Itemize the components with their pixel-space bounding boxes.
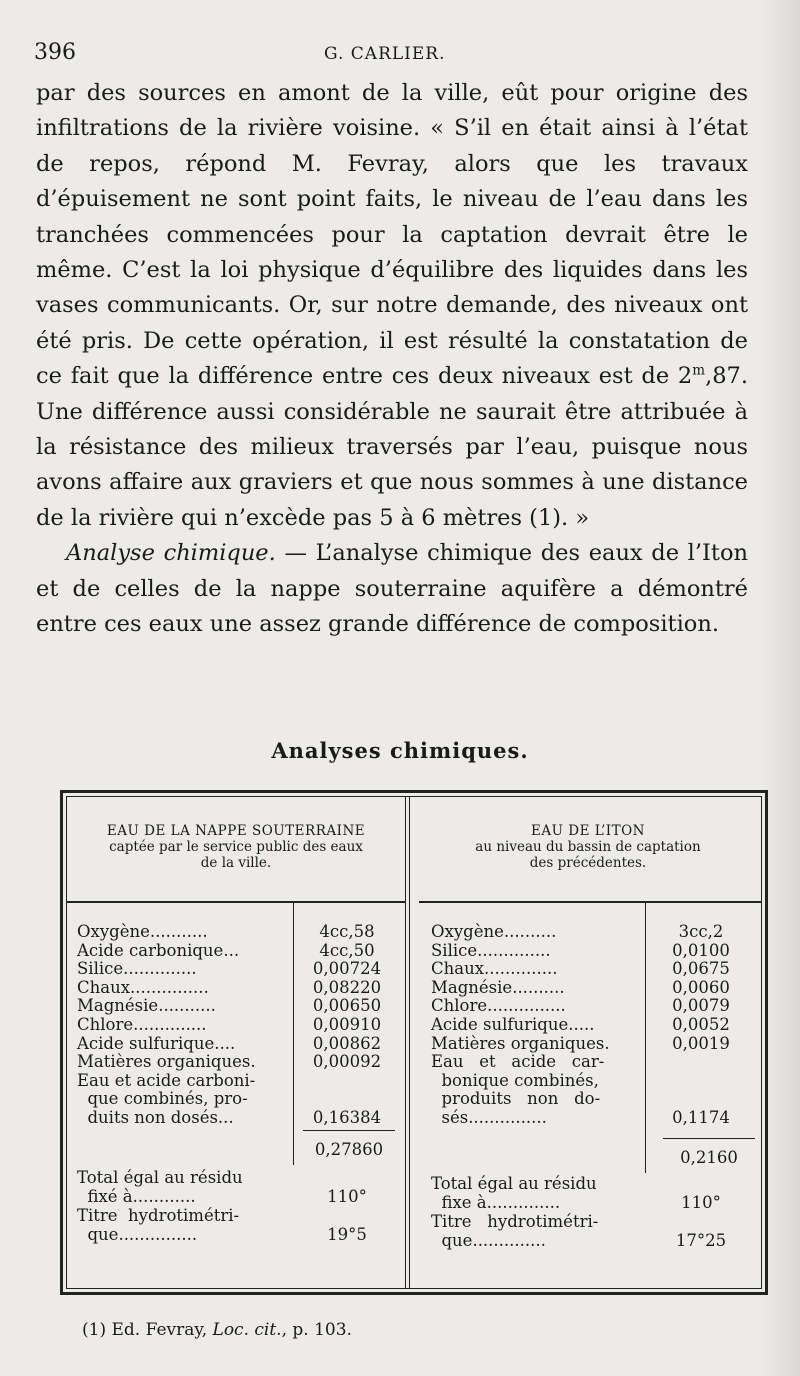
left-sum-rule — [303, 1130, 395, 1131]
table-row — [431, 1016, 761, 1035]
table-row — [431, 1194, 761, 1213]
row-value: 0,08220 — [312, 977, 382, 997]
row-label: Eau et acide car- — [431, 1052, 605, 1072]
table-row — [77, 997, 397, 1016]
table-row — [77, 1109, 397, 1128]
paragraph-2 — [36, 536, 748, 642]
row-label: Acide sulfurique..... — [431, 1014, 595, 1034]
table-row — [431, 1175, 761, 1194]
column-divider — [405, 797, 406, 1288]
table-row — [77, 923, 397, 942]
row-label: Total égal au résidu — [77, 1168, 243, 1187]
footnote-prefix: (1) Ed. Fevray, — [82, 1320, 213, 1340]
row-value: 0,00862 — [312, 1033, 382, 1053]
row-value: 3cc,2 — [678, 922, 724, 941]
paragraph-1 — [36, 76, 748, 536]
table-row — [77, 1207, 397, 1226]
table-row — [77, 1090, 397, 1109]
row-value: 0,00724 — [312, 959, 382, 979]
right-column-rows — [431, 923, 761, 1128]
row-value: 0,16384 — [312, 1107, 382, 1127]
left-heading-caps: EAU DE LA NAPPE SOUTERRAINE — [106, 823, 366, 839]
right-totals — [431, 1175, 761, 1251]
row-value: 110° — [681, 1193, 721, 1212]
right-heading-line3: des précédentes. — [529, 855, 647, 871]
table-row — [77, 942, 397, 961]
row-label: Chlore.............. — [77, 1014, 207, 1034]
table-row — [77, 1016, 397, 1035]
row-label: Silice.............. — [431, 940, 551, 960]
table-row — [431, 1053, 761, 1072]
row-label: Magnésie.......... — [431, 977, 565, 997]
row-label: Matières organiques. — [431, 1033, 610, 1053]
row-value: 4cc,50 — [319, 940, 375, 960]
table-row — [77, 960, 397, 979]
paragraph-1-end: ,87. Une différence aussi considérable ne saurait être attribuée à la résistance des milieux traversés par l’eau, puisque nous avons affaire aux graviers et que nous sommes à une distance de la rivière qui n’excède pas 5 à 6 mètres (1). » — [36, 363, 748, 531]
analysis-table — [60, 790, 768, 1295]
row-label: fixé à............ — [77, 1187, 196, 1206]
paragraph-2-text: — L’analyse chimique des eaux de l’Iton et de celles de la nappe souterraine aquifère a démontré entre ces eaux une assez grande différence de composition. — [36, 540, 748, 638]
table-row — [431, 1035, 761, 1054]
row-label: produits non do- — [431, 1089, 601, 1109]
row-value: 19°5 — [327, 1225, 367, 1244]
footnote-suffix: , p. 103. — [281, 1320, 352, 1340]
row-value: 4cc,58 — [319, 922, 375, 941]
row-value: 0,0060 — [672, 977, 730, 997]
row-value: 110° — [327, 1187, 367, 1206]
row-label: sés............... — [431, 1107, 547, 1127]
row-label: Oxygène.......... — [431, 922, 557, 941]
column-divider — [409, 797, 410, 1288]
footnote-italic: Loc. cit. — [212, 1320, 282, 1340]
page-header — [34, 40, 760, 70]
table-row — [431, 1090, 761, 1109]
running-head: G. CARLIER. — [324, 44, 446, 64]
table-row — [77, 1188, 397, 1207]
table-title: Analyses chimiques. — [271, 738, 529, 763]
row-value: 0,00650 — [312, 996, 382, 1016]
table-inner-frame — [66, 796, 762, 1289]
table-row — [77, 979, 397, 998]
left-heading-line3: de la ville. — [200, 855, 272, 871]
row-label: Eau et acide carboni- — [77, 1070, 256, 1090]
left-totals — [77, 1169, 397, 1245]
row-label: Oxygène........... — [77, 922, 208, 941]
row-label: Acide carbonique... — [77, 940, 240, 960]
row-label: Titre hydrotimétri- — [431, 1212, 599, 1231]
table-row — [431, 942, 761, 961]
row-label: fixe à.............. — [431, 1193, 561, 1212]
paragraph-1-text: par des sources en amont de la ville, eût pour origine des infiltrations de la rivière voisine. « S’il en était ainsi à l’état de repos, répond M. Fevray, alors que les travaux d’épuisement ne sont point faits, le niveau de l’eau dans les tranchées commencées pour la captation devrait être le même. C’est la loi physique d’équilibre des liquides dans les vases communicants. Or, sur notre demande, des niveaux ont été pris. De cette opération, il est résulté la constatation de ce fait que la différence entre ces deux niveaux est de 2 — [36, 80, 748, 390]
page-number: 396 — [34, 40, 76, 65]
row-value: 0,0019 — [672, 1033, 730, 1053]
left-heading-rule — [67, 901, 405, 903]
row-label: duits non dosés... — [77, 1107, 234, 1127]
table-row — [77, 1072, 397, 1091]
left-column-heading — [71, 823, 401, 871]
table-row — [431, 1109, 761, 1128]
row-value: 17°25 — [675, 1231, 727, 1250]
right-heading-rule — [419, 901, 761, 903]
row-value: 0,00092 — [312, 1052, 382, 1072]
table-row — [431, 979, 761, 998]
table-row — [77, 1169, 397, 1188]
table-row — [431, 960, 761, 979]
row-value: 0,0100 — [672, 940, 730, 960]
right-column-heading — [415, 823, 761, 871]
row-label: que.............. — [431, 1231, 546, 1250]
table-row — [431, 923, 761, 942]
left-sum: 0,27860 — [314, 1140, 384, 1159]
row-value: 0,0675 — [672, 959, 730, 979]
body-text — [36, 76, 748, 643]
table-row — [77, 1035, 397, 1054]
right-heading-line2: au niveau du bassin de captation — [475, 839, 701, 855]
footnote — [82, 1320, 352, 1340]
row-value: 0,0079 — [672, 996, 730, 1016]
table-row — [77, 1053, 397, 1072]
row-label: Total égal au résidu — [431, 1174, 597, 1193]
row-label: Chaux.............. — [431, 959, 558, 979]
table-row — [431, 1072, 761, 1091]
unit-superscript: m — [692, 362, 706, 379]
row-label: Acide sulfurique.... — [77, 1033, 236, 1053]
left-heading-line2: captée par le service public des eaux — [109, 839, 363, 855]
row-value: 0,0052 — [672, 1014, 730, 1034]
right-heading-caps: EAU DE L’ITON — [531, 823, 645, 839]
row-label: bonique combinés, — [431, 1070, 599, 1090]
row-label: Magnésie........... — [77, 996, 216, 1016]
table-row — [77, 1226, 397, 1245]
row-label: Chaux............... — [77, 977, 209, 997]
table-row — [431, 1232, 761, 1251]
row-value: 0,1174 — [672, 1107, 730, 1127]
row-label: Titre hydrotimétri- — [77, 1206, 240, 1225]
row-label: Chlore............... — [431, 996, 566, 1016]
right-sum: 0,2160 — [680, 1148, 738, 1167]
row-value: 0,00910 — [312, 1014, 382, 1034]
row-label: que combinés, pro- — [77, 1089, 248, 1109]
row-label: Matières organiques. — [77, 1052, 256, 1072]
row-label: que............... — [77, 1225, 198, 1244]
table-row — [431, 997, 761, 1016]
paragraph-2-heading: Analyse chimique. — [66, 540, 276, 567]
row-label: Silice.............. — [77, 959, 197, 979]
left-column-rows — [77, 923, 397, 1128]
right-sum-rule — [663, 1138, 755, 1139]
table-row — [431, 1213, 761, 1232]
